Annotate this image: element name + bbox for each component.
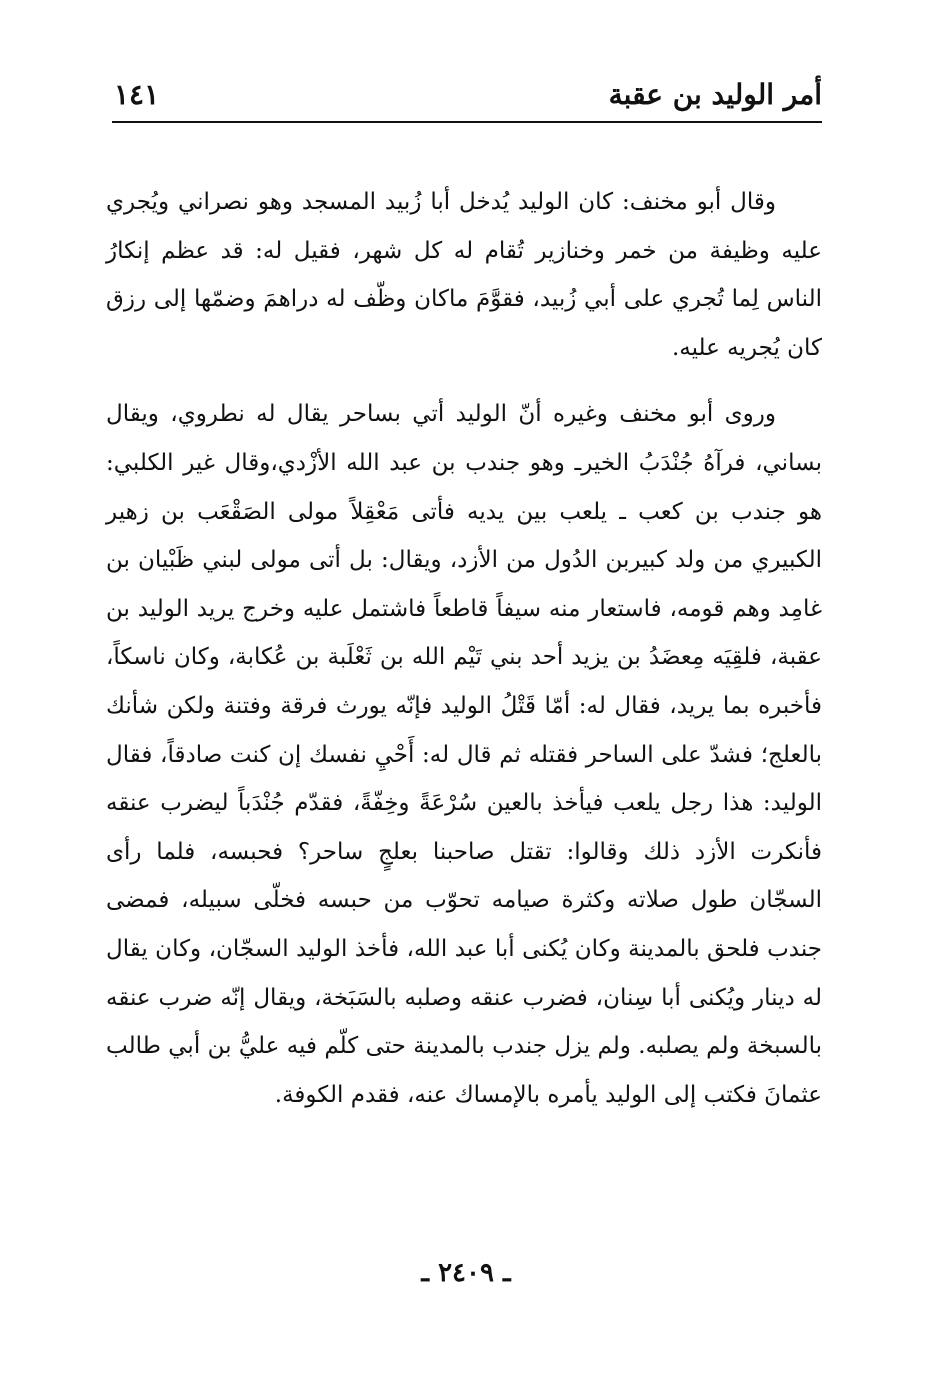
paragraph-2: وروى أبو مخنف وغيره أنّ الوليد أتي بساحر يقال له نطروي، ويقال بساني، فرآهُ جُنْدَبُ الخيرـ وهو جندب بن عبد الله الأزْدي،وقال غير الكلبي: هو جندب بن كعب ـ يلعب بين يديه فأتى مَعْقِلاً مولى الصَقْعَب بن زهير الكبيري من ولد كبيربن الدُول من الأزد، ويقال: بل أتى مولى لبني ظَبْيان بن غامِد وهم قومه، فاستعار منه سيفاً قاطعاً فاشتمل عليه وخرج يريد الوليد بن عقبة، فلقِيَه مِعضَدُ بن يزيد أحد بني تَيْم الله بن ثَعْلَبة بن عُكابة، وكان ناسكاً، فأخبره بما يريد، فقال له: أمّا قَتْلُ الوليد فإنّه يورث فرقة وفتنة ولكن شأنك بالعلج؛ فشدّ على الساحر فقتله ثم قال له: أَحْيِ نفسك إن كنت صادقاً، فقال الوليد: هذا رجل يلعب فيأخذ بالعين سُرْعَةً وخِفّةً، فقدّم جُنْدَباً ليضرب عنقه فأنكرت الأزد ذلك وقالوا: تقتل صاحبنا بعلجٍ ساحر؟ فحبسه، فلما رأى السجّان طول صلاته وكثرة صيامه تحوّب من حبسه فخلّى سبيله، فمضى جندب فلحق بالمدينة وكان يُكنى أبا عبد الله، فأخذ الوليد السجّان، وكان يقال له دينار ويُكنى أبا سِنان، فضرب عنقه وصلبه بالسَبَخة، ويقال إنّه ضرب عنقه بالسبخة ولم يصلبه. ولم يزل جندب بالمدينة حتى كلّم فيه عليُّ بن أبي طالب عثمانَ فكتب إلى الوليد يأمره بالإمساك عنه، فقدم الكوفة. xyxy=(106,401,822,1108)
chapter-title: أمر الوليد بن عقبة xyxy=(608,78,822,111)
paragraph-1: وقال أبو مخنف: كان الوليد يُدخل أبا زُبيد المسجد وهو نصراني ويُجري عليه وظيفة من خمر وخنازير تُقام له كل شهر، فقيل له: قد عظم إنكارُ الناس لِما تُجري على أبي زُبيد، فقوَّمَ ماكان وظّف له دراهمَ وضمّها إلى رزق كان يُجريه عليه. xyxy=(106,189,822,361)
section-number: ١٤١ xyxy=(114,78,160,111)
header-divider xyxy=(112,121,822,123)
body-text xyxy=(106,178,822,1119)
running-header xyxy=(112,78,822,118)
page-number-footer: ـ ٢٤٠٩ ـ xyxy=(421,1258,511,1288)
